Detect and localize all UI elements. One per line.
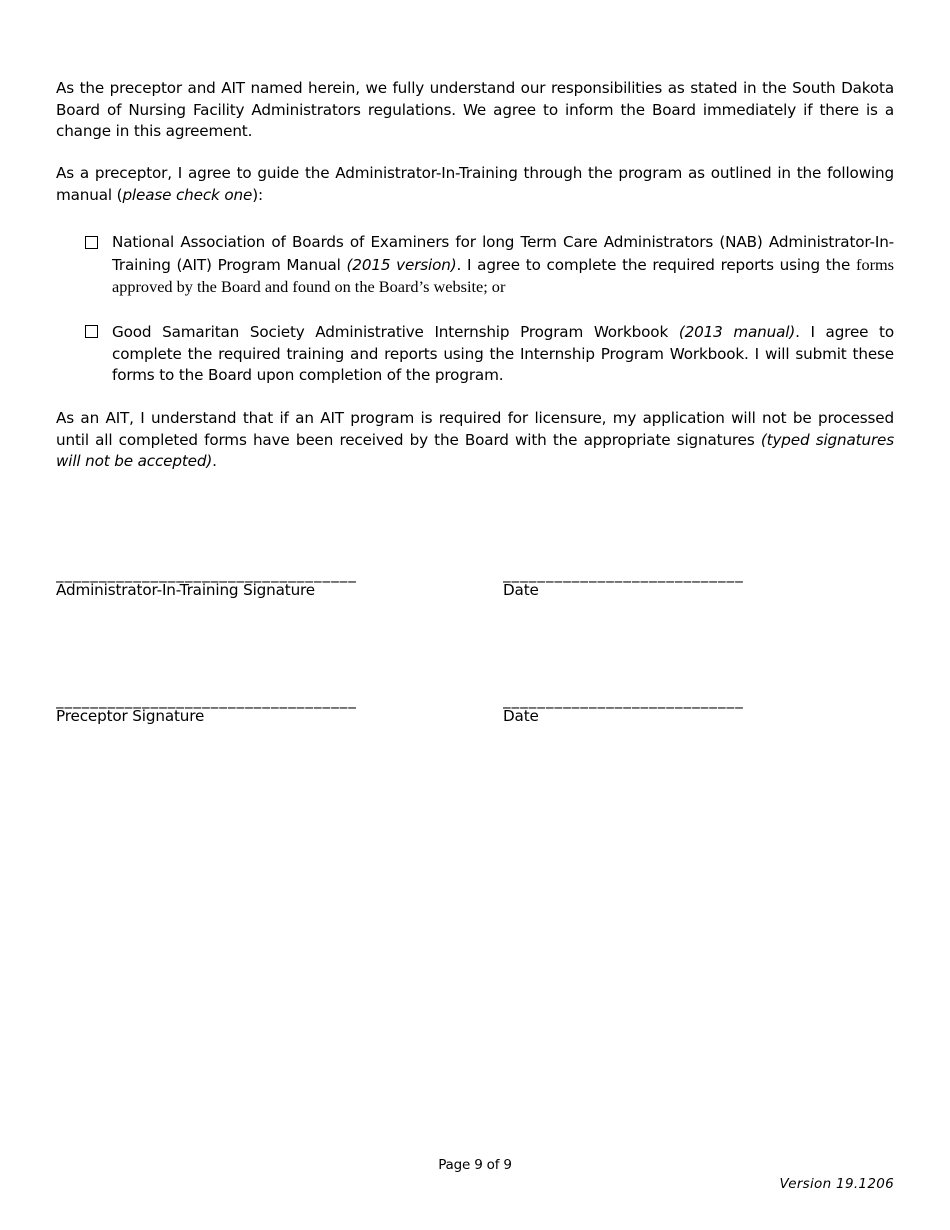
ait-signature-label: Administrator-In-Training Signature xyxy=(56,581,315,599)
page-number: Page 9 of 9 xyxy=(438,1157,512,1173)
good-samaritan-option xyxy=(112,322,894,387)
version-label: Version 19.1206 xyxy=(779,1176,894,1192)
nab-option-text: National Association of Boards of Examiners for long Term Care Administrators (NAB) Administrator-In-Training (AIT) Program Manual xyxy=(112,233,894,274)
preceptor-paragraph xyxy=(56,163,894,206)
preceptor-signature-label: Preceptor Signature xyxy=(56,707,205,725)
nab-version: (2015 version) xyxy=(346,255,457,274)
agreement-text: As the preceptor and AIT named herein, we fully understand our responsibilities as stated in the South Dakota Board of Nursing Facility Administrators regulations. We agree to inform the Board immediately if there is a change in this agreement. xyxy=(56,79,894,140)
preceptor-signature-line[interactable]: ___________________________________ xyxy=(56,691,357,709)
check-instruction: please check one xyxy=(122,185,253,204)
nab-option-forms-text: forms approved by the Board and found on the Board’s website; or xyxy=(112,254,895,296)
ait-text-end: . xyxy=(212,452,217,470)
typed-signature-note: (typed signatures will not be accepted) xyxy=(56,430,894,470)
ait-paragraph xyxy=(56,408,894,473)
gs-option-text-cont: . I agree to complete the required training and reports using the Internship Program Workbook. I will submit these forms to the Board upon completion of the program. xyxy=(112,323,894,384)
preceptor-text-end: ): xyxy=(252,185,263,204)
preceptor-date-line[interactable]: ____________________________ xyxy=(503,691,744,709)
preceptor-date-label: Date xyxy=(503,707,539,725)
ait-date-line[interactable]: ____________________________ xyxy=(503,565,744,583)
good-samaritan-checkbox[interactable] xyxy=(85,325,98,338)
nab-option-text-cont: . I agree to complete the required reports using the xyxy=(456,255,857,274)
agreement-paragraph xyxy=(56,78,894,143)
gs-option-text: Good Samaritan Society Administrative Internship Program Workbook xyxy=(112,323,679,341)
gs-manual-year: (2013 manual) xyxy=(678,323,796,341)
ait-signature-line[interactable]: ___________________________________ xyxy=(56,565,357,583)
nab-manual-option xyxy=(112,232,894,299)
ait-date-label: Date xyxy=(503,581,539,599)
ait-text: As an AIT, I understand that if an AIT program is required for licensure, my application will not be processed until all completed forms have been received by the Board with the appropriate signatures xyxy=(56,409,894,449)
preceptor-text: As a preceptor, I agree to guide the Administrator-In-Training through the program as outlined in the following manual ( xyxy=(56,164,894,204)
nab-manual-checkbox[interactable] xyxy=(85,236,98,249)
